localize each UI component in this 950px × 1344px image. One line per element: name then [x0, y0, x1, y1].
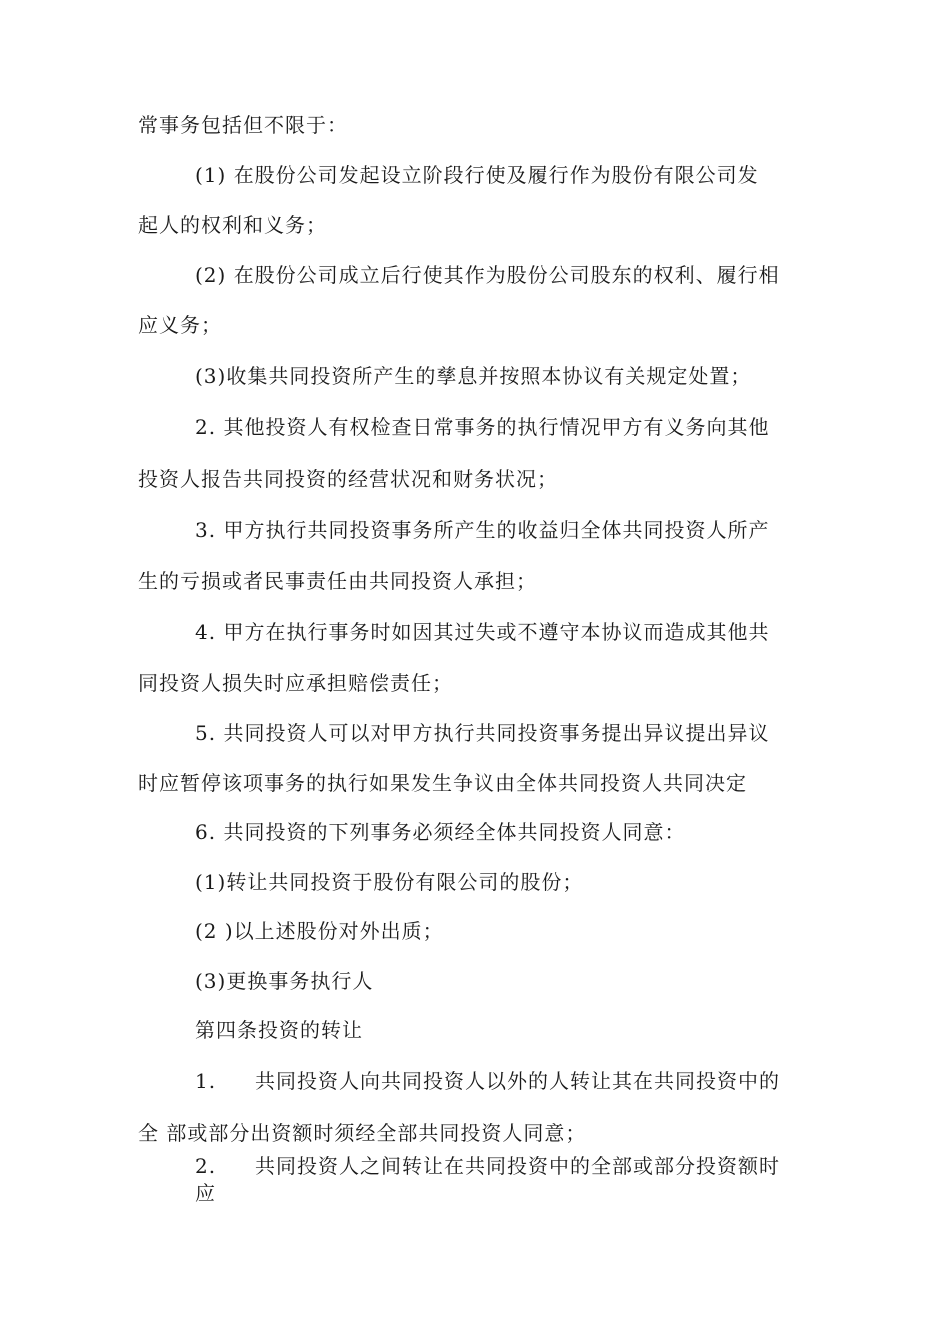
- text-line: 3. 甲方执行共同投资事务所产生的收益归全体共同投资人所产: [195, 518, 770, 542]
- text-line: 生的亏损或者民事责任由共同投资人承担；: [138, 569, 537, 593]
- text-line: (1) 在股份公司发起设立阶段行使及履行作为股份有限公司发: [195, 163, 759, 187]
- list-item-number: 2.: [195, 1154, 217, 1178]
- text-line: (2 )以上述股份对外出质；: [195, 919, 444, 943]
- text-line: 2. 其他投资人有权检查日常事务的执行情况甲方有义务向其他: [195, 415, 770, 439]
- text-line: (3)更换事务执行人: [195, 969, 374, 993]
- text-line: (1)转让共同投资于股份有限公司的股份；: [195, 870, 584, 894]
- text-line: (3)收集共同投资所产生的孳息并按照本协议有关规定处置；: [195, 364, 752, 388]
- section-heading: 第四条投资的转让: [195, 1018, 363, 1042]
- text-line: (2) 在股份公司成立后行使其作为股份公司股东的权利、履行相: [195, 263, 780, 287]
- text-line: 投资人报告共同投资的经营状况和财务状况；: [138, 467, 558, 491]
- text-line: 应义务；: [138, 313, 222, 337]
- text-line: 5. 共同投资人可以对甲方执行共同投资事务提出异议提出异议: [195, 721, 770, 745]
- text-line: 共同投资人向共同投资人以外的人转让其在共同投资中的: [255, 1069, 780, 1093]
- text-line: 同投资人损失时应承担赔偿责任；: [138, 671, 453, 695]
- text-line: 常事务包括但不限于：: [138, 113, 348, 137]
- text-line: 共同投资人之间转让在共同投资中的全部或部分投资额时: [255, 1154, 780, 1178]
- text-line: 6. 共同投资的下列事务必须经全体共同投资人同意：: [195, 820, 686, 844]
- text-line: 全 部或部分出资额时须经全部共同投资人同意；: [138, 1121, 587, 1145]
- text-line: 4. 甲方在执行事务时如因其过失或不遵守本协议而造成其他共: [195, 620, 770, 644]
- text-line: 应: [195, 1181, 216, 1205]
- list-item-number: 1.: [195, 1069, 217, 1093]
- text-line: 时应暂停该项事务的执行如果发生争议由全体共同投资人共同决定: [138, 771, 747, 795]
- text-line: 起人的权利和义务；: [138, 213, 327, 237]
